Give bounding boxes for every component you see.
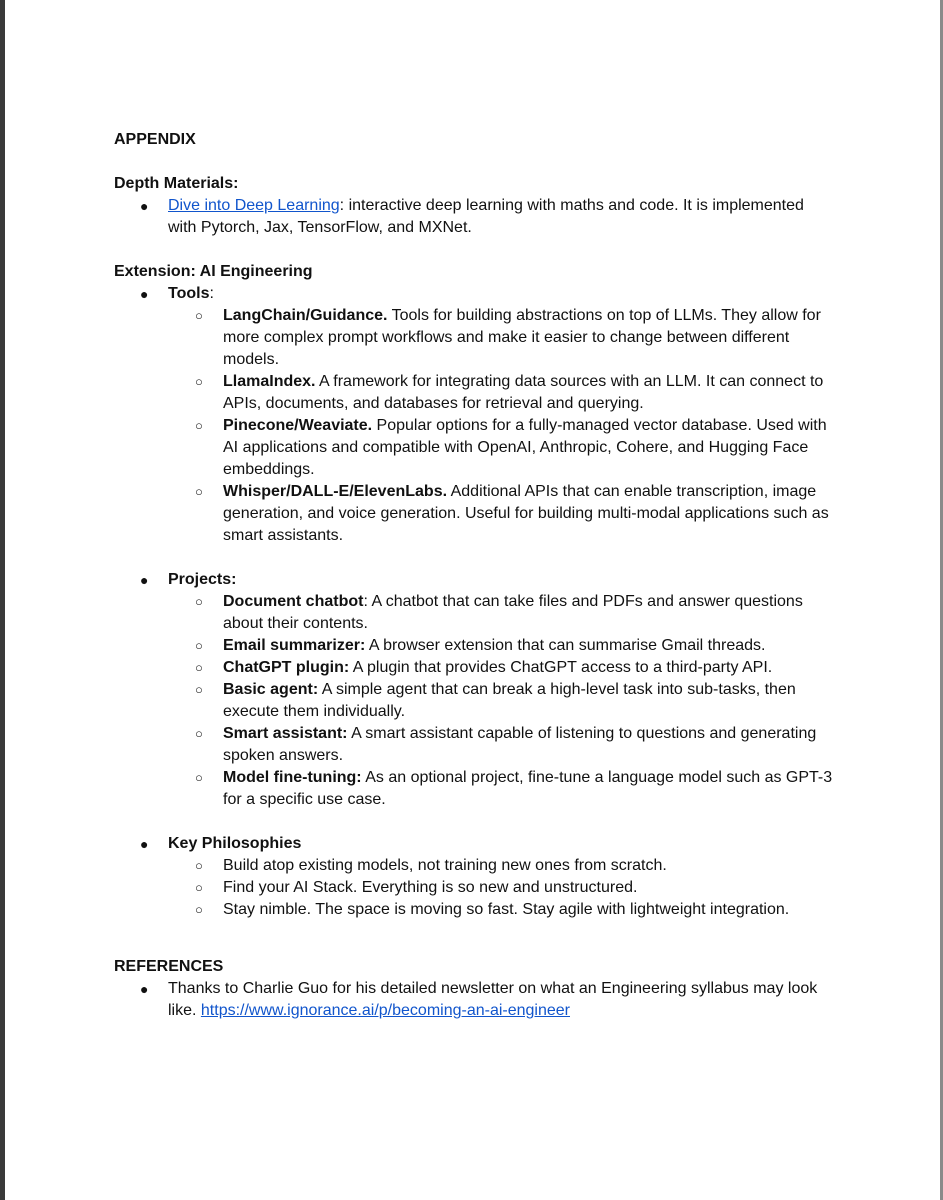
bullet-circle-icon: ○ [195,638,203,653]
project-item-text: A simple agent that can break a high-level task into sub-tasks, then execute them individually. [223,681,796,720]
bullet-disc-icon: ● [140,981,149,997]
bullet-circle-icon: ○ [195,770,203,785]
bullet-disc-icon: ● [140,286,149,302]
tool-item [114,305,834,371]
philosophy-item-text: Find your AI Stack. Everything is so new and unstructured. [223,879,638,896]
projects-label: Projects: [168,571,237,588]
project-item-text: As an optional project, fine-tune a language model such as GPT-3 for a specific use case. [223,769,833,808]
philosophy-item-text: Stay nimble. The space is moving so fast. Stay agile with lightweight integration. [223,901,790,918]
bullet-disc-icon: ● [140,836,149,852]
bullet-disc-icon: ● [140,198,149,214]
tool-item [114,371,834,415]
depth-materials-heading: Depth Materials: [114,175,239,192]
tools-label: Tools [168,285,210,302]
philosophy-item [114,855,834,877]
bullet-circle-icon: ○ [195,374,203,389]
tool-item-text: A framework for integrating data sources with an LLM. It can connect to APIs, documents, and databases for retrieval and querying. [223,373,824,412]
bullet-circle-icon: ○ [195,484,203,499]
tool-item-name: Whisper/DALL-E/ElevenLabs. [223,483,448,500]
references-item [114,978,834,1022]
bullet-circle-icon: ○ [195,902,203,917]
references-heading: REFERENCES [114,958,224,975]
project-item [114,591,834,635]
bullet-circle-icon: ○ [195,594,203,609]
tool-item-name: LangChain/Guidance. [223,307,388,324]
philosophy-item [114,899,834,921]
project-item [114,767,834,811]
bullet-circle-icon: ○ [195,858,203,873]
tool-item [114,481,834,547]
project-item-name: Basic agent: [223,681,319,698]
project-item-name: Model fine-tuning: [223,769,362,786]
references-item-text: Thanks to Charlie Guo for his detailed newsletter on what an Engineering syllabus may look like. [168,980,818,1019]
project-item [114,635,834,657]
document-body [114,129,834,1022]
tool-item-name: Pinecone/Weaviate. [223,417,373,434]
bullet-circle-icon: ○ [195,418,203,433]
bullet-disc-icon: ● [140,572,149,588]
project-item-name: Smart assistant: [223,725,348,742]
project-item-name: Document chatbot [223,593,364,610]
page-left-edge [0,0,5,1200]
tool-item-name: LlamaIndex. [223,373,316,390]
bullet-circle-icon: ○ [195,726,203,741]
bullet-circle-icon: ○ [195,682,203,697]
extension-heading: Extension: AI Engineering [114,263,313,280]
newsletter-link[interactable]: https://www.ignorance.ai/p/becoming-an-ai-engineer [200,1002,570,1019]
project-item [114,679,834,723]
project-item-text: A plugin that provides ChatGPT access to a third-party API. [349,659,773,676]
bullet-circle-icon: ○ [195,660,203,675]
project-item-text: : A chatbot that can take files and PDFs and answer questions about their contents. [223,593,803,632]
tool-item [114,415,834,481]
project-item-text: A browser extension that can summarise Gmail threads. [365,637,766,654]
key-philosophies-label: Key Philosophies [168,835,302,852]
depth-materials-item [114,195,834,239]
project-item [114,657,834,679]
tool-item-text: Additional APIs that can enable transcription, image generation, and voice generation. Useful for building multi-modal applications such as smart assistants. [223,483,829,544]
projects-item [114,569,834,591]
appendix-heading: APPENDIX [114,131,196,148]
project-item [114,723,834,767]
philosophy-item [114,877,834,899]
key-philosophies-item [114,833,834,855]
depth-materials-item-text: : interactive deep learning with maths and code. It is implemented with Pytorch, Jax, TensorFlow, and MXNet. [168,197,804,236]
project-item-text: A smart assistant capable of listening to questions and generating spoken answers. [223,725,817,764]
project-item-name: Email summarizer: [223,637,366,654]
dive-into-deep-learning-link[interactable]: Dive into Deep Learning [168,197,340,214]
philosophy-item-text: Build atop existing models, not training new ones from scratch. [223,857,667,874]
tools-label-suffix: : [209,285,214,302]
bullet-circle-icon: ○ [195,880,203,895]
tools-item [114,283,834,305]
project-item-name: ChatGPT plugin: [223,659,350,676]
tool-item-text: Tools for building abstractions on top of LLMs. They allow for more complex prompt workflows and make it easier to change between different models. [223,307,821,368]
bullet-circle-icon: ○ [195,308,203,323]
tool-item-text: Popular options for a fully-managed vector database. Used with AI applications and compatible with OpenAI, Anthropic, Cohere, and Hugging Face embeddings. [223,417,827,478]
